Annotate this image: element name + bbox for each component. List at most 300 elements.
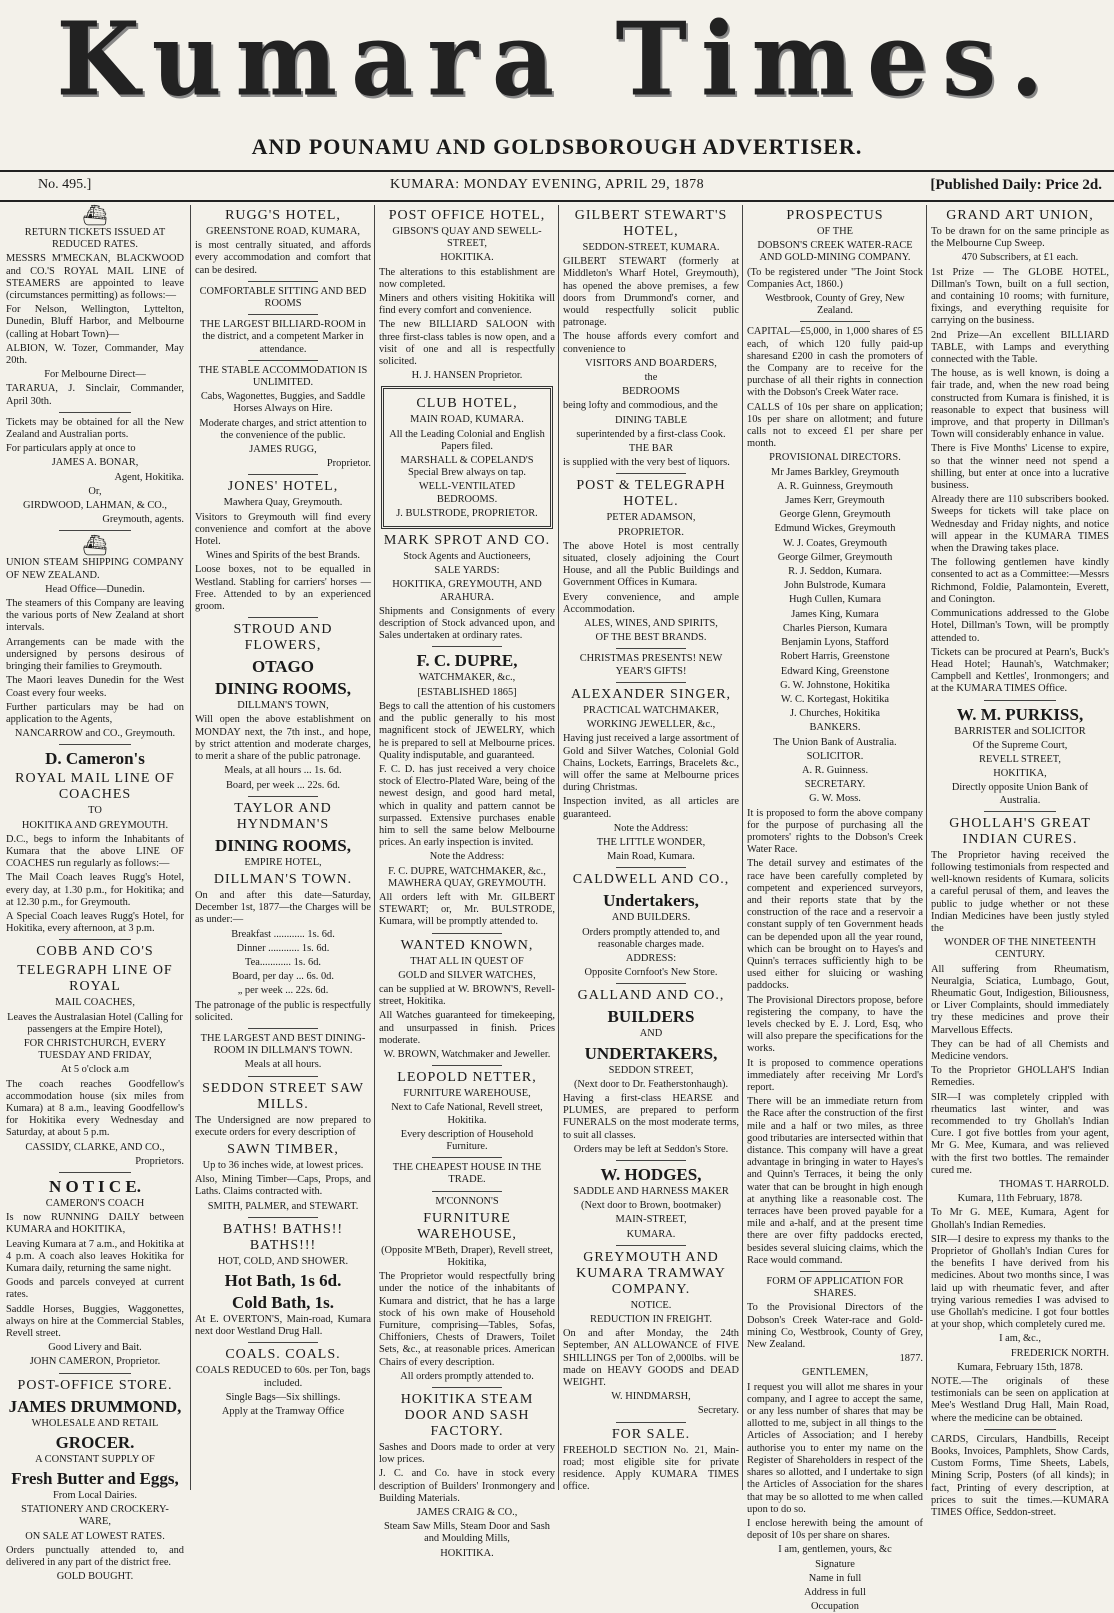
ad-text: PROVISIONAL DIRECTORS. (769, 452, 901, 464)
rule-divider (248, 474, 318, 475)
ad-text: The Mail Coach leaves Rugg's Hotel, every day, at 1.30 p.m., for Hokitika; and at 12.30 p.m., for Greymouth. (6, 872, 184, 908)
ad-text: Leaving Kumara at 7 a.m., and Hokitika at 4 p.m. A coach also leaves Hokitika for Kumara daily, returning the same night. (6, 1238, 184, 1274)
ad-text: Benjamin Lyons, Stafford (781, 637, 889, 649)
rule-divider (432, 933, 502, 934)
ad-text: SALE YARDS: (434, 565, 500, 577)
ad-text: Secretary. (697, 1405, 739, 1417)
ad-text: GREENSTONE ROAD, KUMARA, (206, 226, 360, 237)
ad-text: Up to 36 inches wide, at lowest prices. (202, 1159, 364, 1171)
ad-heading: OTAGO (251, 657, 315, 677)
column-4 (558, 205, 743, 1493)
ad-heading: GRAND ART UNION, (946, 208, 1094, 223)
ad-text: There is Five Months' License to expire, so that the winner need not spend a shilling, but enter at once into a lucrative business. (931, 443, 1109, 492)
ad-text: James Kerr, Greymouth (785, 495, 885, 507)
ad-text: GOLD and SILVER WATCHES, (398, 969, 536, 981)
dateline-bar (0, 170, 1114, 202)
issue-price: [Published Daily: Price 2d. (930, 177, 1102, 193)
newspaper-subtitle: AND POUNAMU AND GOLDSBOROUGH ADVERTISER. (251, 134, 863, 159)
ad-text: MESSRS M'MECKAN, BLACKWOOD and CO.'S ROYAL MAIL LINE of STEAMERS are appointed to leave (circumstances permitting) as follows:— (6, 253, 184, 302)
rule-divider (616, 682, 686, 683)
ad-text: 470 Subscribers, at £1 each. (961, 252, 1079, 264)
rule-divider (248, 314, 318, 315)
ad-text: Edmund Wickes, Greymouth (774, 523, 896, 535)
ad-text: superintended by a first-class Cook. (576, 428, 726, 440)
ad-heading: GROCER. (55, 1432, 135, 1452)
ad-text: JAMES RUGG, (249, 444, 317, 456)
ad-text: WORKING JEWELLER, &c., (586, 719, 716, 731)
ad-text: The Proprietor having received the following testimonials from respected and well-known residents of Kumara, solicits a careful perusal of them, and leaves the public to judge whether or not these Indian Medicines have been justly styled the (931, 849, 1109, 934)
rule-divider (800, 1271, 870, 1272)
ad-heading: Fresh Butter and Eggs, (11, 1469, 179, 1489)
ad-text: Shipments and Consignments of every description of Stock advanced upon, and Sales undertaken at ordinary rates. (379, 605, 555, 642)
ad-text: (Next door to Brown, bootmaker) (581, 1200, 721, 1212)
rule-divider (984, 811, 1055, 812)
ad-heading: POST OFFICE HOTEL, (388, 208, 546, 223)
ad-text: John Bulstrode, Kumara (784, 580, 886, 592)
rule-divider (59, 1172, 130, 1173)
ad-text: Single Bags—Six shillings. (225, 1391, 341, 1403)
rule-divider (248, 796, 318, 797)
issue-number: No. 495.] (38, 177, 92, 192)
ad-text: JAMES A. BONAR, (51, 457, 139, 469)
rule-divider (616, 1245, 686, 1246)
rule-divider (248, 360, 318, 361)
ad-text: Meals at all hours. (244, 1059, 322, 1071)
ad-text: can be supplied at W. BROWN'S, Revell-street, Hokitika. (379, 983, 555, 1008)
ad-text: Already there are 110 subscribers booked. Sweeps for tickets will take place on Wednesday and Friday nights, and notice will appear in the KUMARA TIMES when the Drawing takes place. (931, 494, 1109, 555)
rule-divider (432, 1387, 502, 1388)
ad-heading: DINING ROOMS, (214, 835, 351, 855)
ad-text: CALLS of 10s per share on application; 10s per share on allotment; and future calls not to exceed £1 per share per month. (747, 401, 923, 450)
ad-text: Mr James Barkley, Greymouth (770, 466, 900, 478)
ad-text: STATIONERY AND CROCKERY-WARE, (21, 1504, 169, 1528)
rule-divider (248, 1342, 318, 1343)
ad-text: All suffering from Rheumatism, Neuralgia, Sciatica, Lumbago, Gout, Rheumatic Gout, Indigestion, Biliousness, or Liver Complaints, should immediately try these medicines and prove their Marvellous Effects. (931, 963, 1109, 1036)
ad-text: Also, Mining Timber—Caps, Props, and Laths. Claims contracted with. (195, 1174, 371, 1198)
rule-divider (59, 744, 130, 745)
ad-text: Edward King, Greenstone (780, 665, 890, 677)
rule-divider (59, 530, 130, 531)
rule-divider (616, 1160, 686, 1161)
ad-text: F. C. D. has just received a very choice stock of Electro-Plated Ware, being of the newest design, and good hard metal, which in quality and pattern cannot be surpassed. Extensive purchases enable him to sell the same below Melbourne prices. An early inspection is invited. (379, 763, 555, 849)
ad-text: FREDERICK NORTH. (1010, 1347, 1109, 1359)
ad-text: All the Leading Colonial and English Papers filed. (389, 428, 545, 452)
ad-text: THE CHEAPEST HOUSE IN THE TRADE. (392, 1162, 542, 1186)
ad-heading: Undertakers, (603, 891, 699, 911)
ad-text: EMPIRE HOTEL, (244, 856, 322, 868)
ad-text: Name in full (808, 1572, 862, 1584)
rule-divider (984, 1429, 1055, 1430)
ad-text: Loose boxes, not to be equalled in Westland. Stabling for carriers' horses —Free. Attended to by an experienced groom. (195, 564, 371, 613)
ad-heading: HOKITIKA STEAM DOOR AND SASH FACTORY. (400, 1392, 534, 1440)
ad-text: To the Provisional Directors of the Dobson's Creek Water-race and Gold-mining Co, Westbrook, County of Grey, New Zealand. (747, 1302, 923, 1351)
ad-text: SEDDON STREET, (608, 1064, 694, 1076)
ad-text: Kumara, February 15th, 1878. (957, 1361, 1083, 1373)
ad-text: Note the Address: (429, 851, 505, 863)
ad-heading: GALLAND AND CO., (577, 988, 725, 1004)
ad-text: 1st Prize — The GLOBE HOTEL, Dillman's Town, built on a full section, and containing 10 rooms; with furniture, fixings, and everything requisite for carrying on the business. (931, 266, 1109, 327)
ad-text: George Glenn, Greymouth (779, 509, 891, 521)
ad-heading: LEOPOLD NETTER, (397, 1070, 537, 1086)
ad-text: THE BAR (628, 443, 674, 455)
ad-text: Main Road, Kumara. (607, 851, 695, 863)
ad-text: James King, Kumara (791, 608, 879, 620)
ad-text: MAIN-STREET, (615, 1214, 687, 1226)
ad-heading: POST & TELEGRAPH HOTEL. (576, 478, 726, 510)
steamship-icon: ⛴ (82, 535, 108, 558)
ad-text: Wines and Spirits of the best Brands. (206, 550, 360, 562)
ad-heading: CLUB HOTEL, (416, 396, 518, 412)
ad-text: R. J. Seddon, Kumara. (788, 566, 882, 578)
ad-text: SADDLE AND HARNESS MAKER (573, 1185, 729, 1197)
ad-heading: SEDDON STREET SAW MILLS. (202, 1080, 364, 1112)
ad-text: SMITH, PALMER, and STEWART. (207, 1200, 359, 1212)
ad-text: Proprietors. (135, 1155, 184, 1167)
ad-heading: JONES' HOTEL, (227, 479, 339, 495)
ad-heading: UNDERTAKERS, (584, 1043, 718, 1063)
ad-text: PETER ADAMSON, (606, 512, 696, 524)
ad-text: I request you will allot me shares in your company, and I agree to accept the same, or any less number of shares that may be allotted to me, subject in all things to the Articles of Association; and I hereby authorise you to enter my name on the Register of Shareholders in respect of the shares so allotted, and I undertake to sign the Articles of Association for the shares that may be so allotted to me when called upon to do so. (747, 1381, 923, 1515)
ad-text: TO (88, 805, 102, 817)
ad-heading: D. Cameron's (45, 749, 145, 769)
ad-text: DILLMAN'S TOWN, (237, 700, 329, 712)
ad-text: OF THE BEST BRANDS. (595, 632, 707, 644)
ad-text: Board, per day ... 6s. 0d. (232, 971, 334, 983)
ad-text: Or, (88, 485, 102, 497)
ad-text: Miners and others visiting Hokitika will find every comfort and convenience. (379, 293, 555, 317)
ad-heading: CALDWELL AND CO., (572, 872, 730, 888)
steamship-icon: ⛴ (82, 205, 108, 227)
ad-text: The Provisional Directors propose, before registering the company, to have the levels checked by E. J. Lord, Esq, who will also prepare the specifications for the works. (747, 994, 923, 1055)
ad-text: Steam Saw Mills, Steam Door and Sash and Moulding Mills, (384, 1521, 550, 1545)
ad-text: BEDROOMS (622, 386, 680, 398)
column-6 (926, 205, 1109, 1519)
ad-text: Occupation (811, 1601, 859, 1613)
ad-text: The Undersigned are now prepared to execute orders for every description of (195, 1114, 371, 1138)
ad-text: The Maori leaves Dunedin for the West Coast every four weeks. (6, 675, 184, 699)
ad-text: W. HINDMARSH, (611, 1391, 691, 1403)
ad-text: The detail survey and estimates of the race have been carefully completed by competent and experienced surveyors, and their reports state that by the construction of the race and a reservoir a constant supply of ten Government heads can be depended upon all the year round, which can be brought on to Hayes's and Quinn's terraces sufficiently high to be used either for sluicing or washing paddocks. (747, 858, 923, 992)
ad-text: 1877. (899, 1353, 923, 1365)
ad-text: CAPITAL—£5,000, in 1,000 shares of £5 each, of which 120 fully paid-up sharesand £200 in cash the promoters of the Company are to receive for the purchase of all their rights in connection with the Dobson's Creek Water race. (747, 326, 923, 399)
ad-text: Dinner ............ 1s. 6d. (236, 942, 330, 954)
ad-text: Of the Supreme Court, (972, 739, 1068, 751)
ad-text: SIR—I desire to express my thanks to the Proprietor of Ghollah's Indian Cures for the benefits I have derived from his medicines. About two months since, I was laid up with rheumatic fever, and after trying various remedies I was advised to use Ghollah's medicine. I got four bottles at your shop, which completely cured me. (931, 1233, 1109, 1331)
ad-text: FURNITURE WAREHOUSE, (403, 1088, 531, 1100)
ad-text: AND (639, 1028, 663, 1040)
ad-text: [ESTABLISHED 1865] (417, 686, 517, 698)
ad-text: Proprietor. (326, 458, 371, 470)
ad-text: G. W. Johnstone, Hokitika (780, 679, 890, 691)
ad-text: the (644, 372, 658, 384)
ad-text: COMFORTABLE SITTING AND BED ROOMS (199, 285, 367, 310)
ad-text: COALS REDUCED to 60s. per Ton, bags included. (195, 1365, 371, 1389)
ad-text: At E. OVERTON'S, Main-road, Kumara next door Westland Drug Hall. (195, 1313, 371, 1338)
ad-text: CASSIDY, CLARKE, AND CO., (25, 1141, 165, 1153)
ad-text: Head Office—Dunedin. (45, 583, 145, 595)
ad-text: J. BULSTRODE, PROPRIETOR. (396, 507, 538, 519)
ad-heading: SAWN TIMBER, (227, 1141, 339, 1157)
column-3 (374, 205, 559, 1559)
ad-text: Having a first-class HEARSE and PLUMES, are prepared to perform FUNERALS on the most moderate terms, to suit all classes. (563, 1092, 739, 1141)
ad-text: Mawhera Quay, Greymouth. (223, 497, 343, 509)
column-2 (190, 205, 375, 1490)
ad-text: Robert Harris, Greenstone (780, 651, 890, 663)
ad-text: HOKITIKA, (993, 768, 1047, 780)
rule-divider (800, 321, 870, 322)
ad-text: For Melbourne Direct— (44, 369, 146, 381)
ad-text: The steamers of this Company are leaving the various ports of New Zealand at short intervals. (6, 598, 184, 634)
ad-heading: FURNITURE WAREHOUSE, (417, 1210, 517, 1242)
rule-divider (248, 617, 318, 618)
ad-text: CHRISTMAS PRESENTS! NEW YEAR'S GIFTS! (579, 653, 723, 677)
ad-text: PRACTICAL WATCHMAKER, (583, 704, 719, 716)
ad-text: WELL-VENTILATED BEDROOMS. (418, 481, 516, 505)
ad-heading: STROUD AND FLOWERS, (233, 622, 333, 654)
ad-heading: F. C. DUPRE, (416, 651, 518, 671)
ad-text: Signature (815, 1558, 855, 1570)
ad-text: SIR—I was completely crippled with rheumatics last winter, and was recommended to try Ghollah's Indian Cure. I got five bottles from your agent, Mr G. Mee, Kumara, and was relieved with the first two bottles. The remainder cured me. (931, 1091, 1109, 1176)
rule-divider (616, 983, 686, 984)
ad-heading: W. HODGES, (600, 1164, 702, 1184)
ad-text: VISITORS AND BOARDERS, (585, 357, 717, 369)
ad-heading: Cold Bath, 1s. (231, 1292, 335, 1312)
ad-text: D.C., begs to inform the Inhabitants of Kumara that the above LINE OF COACHES run regularly as follows:— (6, 833, 184, 870)
rule-divider (616, 1422, 686, 1423)
ad-text: Charles Pierson, Kumara (782, 622, 888, 634)
ad-text: WONDER OF THE NINETEENTH CENTURY. (944, 937, 1096, 961)
ad-text: Further particulars may be had on application to the Agents, (6, 701, 184, 725)
ad-heading: POST-OFFICE STORE. (17, 1377, 173, 1393)
ad-text: being lofty and commodious, and the (563, 400, 718, 412)
ad-text: Breakfast ............ 1s. 6d. (231, 928, 335, 940)
ad-text: Tickets may be obtained for all the New Zealand and Australian ports. (6, 416, 184, 441)
ad-heading: Hot Bath, 1s 6d. (224, 1270, 342, 1290)
ad-text: Every convenience, and ample Accommodation. (563, 591, 739, 615)
rule-divider (616, 648, 686, 649)
ad-heading: COBB AND CO'S (36, 944, 154, 960)
ad-text: THE LITTLE WONDER, (596, 836, 706, 848)
rule-divider (59, 1373, 130, 1374)
masthead (0, 0, 1114, 159)
rule-divider (432, 1157, 502, 1158)
ad-text: NOTE.—The originals of these testimonials can be seen on application at Mee's Westland Drug Hall, Main Road, where the medicine can be obtained. (931, 1376, 1109, 1424)
ad-text: GIRDWOOD, LAHMAN, & CO., (22, 500, 168, 512)
column-5 (742, 205, 927, 1613)
ad-text: FOR CHRISTCHURCH, EVERY TUESDAY AND FRIDAY, (23, 1037, 167, 1062)
rule-divider (432, 1065, 502, 1066)
ad-text: Orders may be left at Seddon's Store. (573, 1143, 729, 1155)
ad-text: Visitors to Greymouth will find every convenience and comfort at the above Hotel. (195, 511, 371, 548)
ad-heading: DINING ROOMS, (214, 679, 351, 699)
ad-text: 2nd Prize—An excellent BILLIARD TABLE, with Lamps and everything connected with the Table. (931, 329, 1109, 366)
ad-text: F. C. DUPRE, WATCHMAKER, &c., MAWHERA QUAY, GREYMOUTH. (388, 865, 546, 889)
ad-text: FREEHOLD SECTION No. 21, Main-road; most eligible site for private residence. Apply KUMARA TIMES office. (563, 1444, 739, 1493)
ad-text: All Watches guaranteed for timekeeping, and unsurpassed in finish. Prices moderate. (379, 1010, 555, 1046)
rule-divider (59, 939, 130, 940)
ad-text: Moderate charges, and strict attention to the convenience of the public. (199, 417, 367, 441)
ad-text: HOKITIKA, GREYMOUTH, AND ARAHURA. (392, 579, 542, 603)
rule-divider (432, 646, 502, 647)
rule-divider (248, 1076, 318, 1077)
ad-heading: FOR SALE. (611, 1426, 691, 1442)
ad-heading: ALEXANDER SINGER, (570, 686, 732, 702)
ad-text: Board, per week ... 22s. 6d. (226, 779, 340, 791)
ad-text: GILBERT STEWART (formerly at Middleton's Wharf Hotel, Greymouth), has opened the above premises, a few doors from Drummond's corner, and would respectfully solicit public patronage. (563, 256, 739, 329)
ad-text: A CONSTANT SUPPLY OF (35, 1453, 155, 1465)
ad-text: MARSHALL & COPELAND'S Special Brew always on tap. (400, 455, 534, 479)
ad-text: JAMES CRAIG & CO., (416, 1507, 518, 1519)
rule-divider (248, 281, 318, 282)
ad-text: To Mr G. MEE, Kumara, Agent for Ghollah's Indian Remedies. (931, 1207, 1109, 1231)
ad-text: Cabs, Wagonettes, Buggies, and Saddle Horses Always on Hire. (200, 391, 366, 415)
ad-text: CAMERON'S COACH (45, 1197, 145, 1209)
rule-divider (984, 700, 1055, 701)
ad-text: The above Hotel is most centrally situated, closely adjoining the Court House, and all the Public Buildings and Government Offices in Kumara. (563, 540, 739, 589)
ad-text: G. W. Moss. (809, 793, 861, 805)
ad-text: FORM OF APPLICATION FOR SHARES. (766, 1276, 904, 1300)
ad-text: ADDRESS: (625, 952, 677, 964)
ad-text: THAT ALL IN QUEST OF (410, 955, 524, 967)
ad-text: The Union Bank of Australia. (773, 736, 897, 748)
ad-text: It is proposed to commence operations immediately after receiving Mr Lord's report. (747, 1057, 923, 1093)
ad-text: It is proposed to form the above company for the purpose of purchasing all the promoters' rights to the Dobson's Creek Water Race. (747, 807, 923, 856)
ad-text: Next to Cafe National, Revell street, Hokitika. (391, 1102, 543, 1126)
ad-text: Having just received a large assortment of Gold and Silver Watches, Colonial Gold Chains, Lockets, Earrings, Bracelets &c., will offer the same at Melbourne prices during Christmas. (563, 733, 739, 794)
ad-text: JOHN CAMERON, Proprietor. (29, 1356, 161, 1368)
ad-text: OF THE (817, 226, 853, 237)
ad-text: Agent, Hokitika. (114, 471, 184, 483)
ad-text: W. J. Coates, Greymouth (782, 537, 888, 549)
ad-text: SOLICITOR. (806, 750, 864, 762)
ad-heading: GREYMOUTH AND KUMARA TRAMWAY COMPANY. (576, 1249, 726, 1297)
ad-text: I am, &c., (999, 1333, 1041, 1345)
ad-text: NOTICE. (630, 1299, 672, 1311)
ad-text: Is now RUNNING DAILY between KUMARA and HOKITIKA, (6, 1212, 184, 1236)
ad-text: REVELL STREET, (979, 753, 1061, 765)
ad-text: J. C. and Co. have in stock every description of Builders' Ironmongery and Building Materials. (379, 1468, 555, 1504)
ad-text: On and after Monday, the 24th September, AN ALLOWANCE of FIVE SHILLINGS per Ton of 2,000lbs. will be made on HEAVY GOODS and DEAD WEIGHT. (563, 1328, 739, 1388)
ad-text: A. R. Guinness. (801, 764, 869, 776)
ad-text: Tea............ 1s. 6d. (244, 956, 322, 968)
ad-text: From Local Dairies. (53, 1490, 137, 1502)
ad-text: George Gilmer, Greymouth (777, 551, 893, 563)
ad-text: M'CONNON'S (435, 1195, 499, 1207)
ad-text: ALBION, W. Tozer, Commander, May 20th. (6, 342, 184, 367)
ad-text: W. BROWN, Watchmaker and Jeweller. (383, 1048, 551, 1060)
rule-divider (432, 1191, 502, 1192)
ad-text: GOLD BOUGHT. (56, 1571, 134, 1583)
ad-text: I enclose herewith being the amount of deposit of 10s per share on shares. (747, 1517, 923, 1542)
ad-text: Goods and parcels conveyed at current rates. (6, 1277, 184, 1301)
ad-text: THE LARGEST AND BEST DINING-ROOM IN DILLMAN'S TOWN. (200, 1032, 366, 1057)
ad-heading: ROYAL MAIL LINE OF COACHES (15, 771, 175, 803)
ad-text: The alterations to this establishment are now completed. (379, 266, 555, 290)
ad-text: Saddle Horses, Buggies, Waggonettes, always on hire at the Commercial Stables, Revell street. (6, 1303, 184, 1340)
ad-heading: DILLMAN'S TOWN. (213, 871, 353, 887)
ad-text: SECRETARY. (804, 779, 866, 791)
ad-text: Westbrook, County of Grey, New Zealand. (765, 293, 905, 317)
ad-text: The following gentlemen have kindly consented to act as a Committee:—Messrs Richmond, Foldie, Palamontein, Everett, and Conington. (931, 557, 1109, 605)
ad-heading: GILBERT STEWART'S HOTEL, (574, 208, 728, 239)
ad-text: DOBSON'S CREEK WATER-RACE AND GOLD-MINING COMPANY. (757, 240, 913, 264)
ad-text: TARARUA, J. Sinclair, Commander, April 30th. (6, 383, 184, 407)
ad-text: Orders promptly attended to, and reasonable charges made. (582, 926, 720, 950)
ad-text: HOKITIKA. (440, 1547, 494, 1559)
ad-text: PROPRIETOR. (618, 526, 684, 538)
ad-text: Tickets can be procured at Pearn's, Buck's Head Hotel; Haunah's, Watchmaker; Campbell and Kettles', Ironmongers; and at the KUMARA TIMES Office. (931, 646, 1109, 695)
ad-text: UNION STEAM SHIPPING COMPANY OF NEW ZEALAND. (6, 557, 184, 581)
ad-text: At 5 o'clock a.m (60, 1064, 130, 1076)
ad-text: Arrangements can be made with the undersigned by persons desirous of bringing their families to Greymouth. (6, 636, 184, 673)
ad-text: Will open the above establishment on MONDAY next, the 7th inst., and hope, by strict attention and moderate charges, to merit a share of the public patronage. (195, 714, 371, 763)
ad-text: A. R. Guinness, Greymouth (776, 480, 894, 492)
ad-text: BARRISTER and SOLICITOR (954, 725, 1086, 737)
ad-text: Note the Address: (613, 822, 689, 834)
ad-text: is supplied with the very best of liquors. (563, 457, 730, 469)
ad-text: „ per week ... 22s. 6d. (237, 985, 329, 997)
ad-text: All orders left with Mr. GILBERT STEWART; or, Mr. BULSTRODE, Kumara, will be promptly attended to. (379, 891, 555, 928)
ad-heading: BATHS! BATHS!! BATHS!!! (222, 1221, 344, 1253)
ad-text: WATCHMAKER, &c., (418, 672, 516, 684)
ad-heading: W. M. PURKISS, (956, 704, 1084, 724)
column-1 (6, 205, 188, 1583)
ad-text: Communications addressed to the Globe Hotel, Dillman's Town, will be promptly attended to. (931, 608, 1109, 644)
rule-divider (248, 1028, 318, 1029)
newspaper-title: Kumara Times. (56, 0, 1058, 119)
issue-date: KUMARA: MONDAY EVENING, APRIL 29, 1878 (390, 177, 705, 192)
ad-text: ALES, WINES, AND SPIRITS, (584, 618, 718, 630)
ad-text: RETURN TICKETS ISSUED AT REDUCED RATES. (24, 227, 166, 251)
boxed-advertisement (381, 386, 553, 529)
ad-text: GIBSON'S QUAY AND SEWELL-STREET, (392, 226, 542, 250)
ad-text: KUMARA. (626, 1228, 676, 1240)
ad-text: THOMAS T. HARROLD. (999, 1179, 1109, 1191)
ad-text: (Opposite M'Beth, Draper), Revell street, Hokitika, (381, 1244, 553, 1268)
ad-text: (To be registered under "The Joint Stock Companies Act, 1860.) (747, 266, 923, 290)
ad-text: SEDDON-STREET, KUMARA. (582, 242, 720, 253)
ad-text: Meals, at all hours ... 1s. 6d. (224, 765, 342, 777)
ad-text: Kumara, 11th February, 1878. (957, 1193, 1083, 1205)
ad-text: NANCARROW and CO., Greymouth. (14, 728, 176, 740)
ad-text: On and after this date—Saturday, December 1st, 1877—the Charges will be as under:— (195, 889, 371, 926)
ad-text: The Proprietor would respectfully bring under the notice of the inhabitants of Kumara and district, that he has a large stock of his own make of Household Furniture, comprising—Tables, Sofas, Chiffoniers, Chests of Drawers, Toilet Sets, &c., at reasonable prices. American Chairs of every description. (379, 1271, 555, 1368)
ad-text: Good Livery and Bait. (48, 1342, 142, 1354)
ad-heading: WANTED KNOWN, (400, 937, 534, 953)
ad-heading: N O T I C E. (49, 1176, 141, 1196)
ad-text: REDUCTION IN FREIGHT. (590, 1313, 712, 1325)
ad-text: MAIL COACHES, (55, 997, 135, 1009)
ad-text: Hugh Cullen, Kumara (788, 594, 882, 606)
ad-text: is most centrally situated, and affords every accommodation and comfort that can be desired. (195, 240, 371, 276)
rule-divider (248, 1217, 318, 1218)
ad-text: BANKERS. (809, 722, 861, 734)
ad-text: DINING TABLE (615, 414, 687, 426)
ad-text: Apply at the Tramway Office (221, 1405, 345, 1417)
ad-text: For Nelson, Wellington, Lyttelton, Dunedin, Bluff Harbor, and Melbourne (calling at Hobart Town)— (6, 304, 184, 340)
ad-text: ON SALE AT LOWEST RATES. (25, 1530, 165, 1542)
ad-text: J. Churches, Hokitika (789, 708, 881, 720)
ad-text: To be drawn for on the same principle as the Melbourne Cup Sweep. (931, 226, 1109, 250)
ad-text: I am, gentlemen, yours, &c (778, 1544, 892, 1556)
ad-text: Begs to call the attention of his customers and the public generally to his most magnificent stock of JEWELRY, which he is prepared to sell at Melbourne prices. Quality indisputable, and guaranteed. (379, 700, 555, 761)
ad-heading: GHOLLAH'S GREAT INDIAN CURES. (949, 815, 1091, 847)
ad-text: (Next door to Dr. Featherstonhaugh). (573, 1078, 729, 1090)
ad-text: H. J. HANSEN Proprietor. (411, 370, 523, 382)
ad-heading: BUILDERS (607, 1007, 695, 1027)
ad-text: Orders punctually attended to, and delivered in any part of the district free. (6, 1544, 184, 1569)
ad-heading: TELEGRAPH LINE OF ROYAL (17, 963, 173, 995)
